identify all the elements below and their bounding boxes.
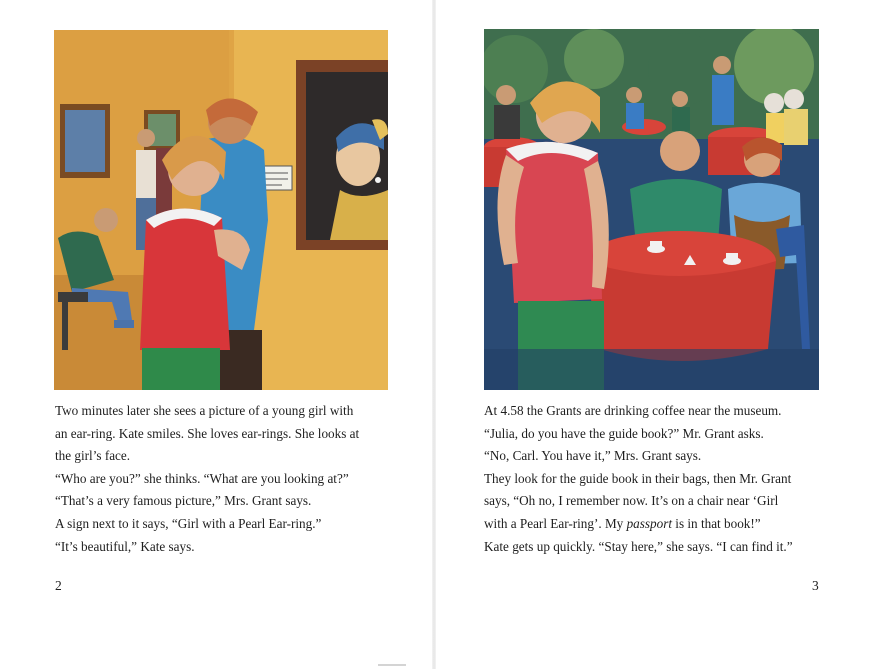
left-page-text <box>55 400 395 558</box>
left-line-3: the girl’s face. <box>55 448 131 464</box>
right-line-2: “Julia, do you have the guide book?” Mr. Grant asks. <box>484 425 764 441</box>
kate-figure <box>140 208 230 350</box>
right-line-1: At 4.58 the Grants are drinking coffee near the museum. <box>484 403 782 418</box>
left-page <box>0 0 434 669</box>
right-line-6-end: is in that book!” <box>672 515 761 531</box>
page-number-right: 3 <box>812 578 819 593</box>
binding-mark <box>378 664 406 666</box>
museum-illustration <box>54 30 388 390</box>
right-line-3: “No, Carl. You have it,” Mrs. Grant says. <box>484 448 702 464</box>
passport-word: passport <box>626 515 672 531</box>
left-line-6: A sign next to it says, “Girl with a Pearl Ear-ring.” <box>55 515 322 531</box>
right-line-5: says, “Oh no, I remember now. It’s on a chair near ‘Girl <box>484 493 779 509</box>
left-line-4: “Who are you?” she thinks. “What are you looking at?” <box>55 470 349 486</box>
right-line-4: They look for the guide book in their bags, then Mr. Grant <box>484 470 792 486</box>
cafe-scene <box>484 29 819 390</box>
right-page <box>436 0 870 669</box>
cafe-illustration <box>484 29 819 390</box>
museum-scene <box>54 30 388 390</box>
right-line-6 <box>484 513 829 536</box>
right-line-7: Kate gets up quickly. “Stay here,” she says. “I can find it.” <box>484 538 793 554</box>
mr-grant <box>660 131 700 171</box>
page-number-left: 2 <box>55 578 62 593</box>
right-page-text <box>484 400 829 558</box>
left-line-1: Two minutes later she sees a picture of a young girl with <box>55 403 354 418</box>
left-line-5: “That’s a very famous picture,” Mrs. Grant says. <box>55 493 312 509</box>
left-line-7: “It’s beautiful,” Kate says. <box>55 538 195 554</box>
right-line-6-start: with a Pearl Ear-ring’. My <box>484 515 627 531</box>
left-line-2: an ear-ring. Kate smiles. She loves ear-rings. She looks at <box>55 425 360 441</box>
